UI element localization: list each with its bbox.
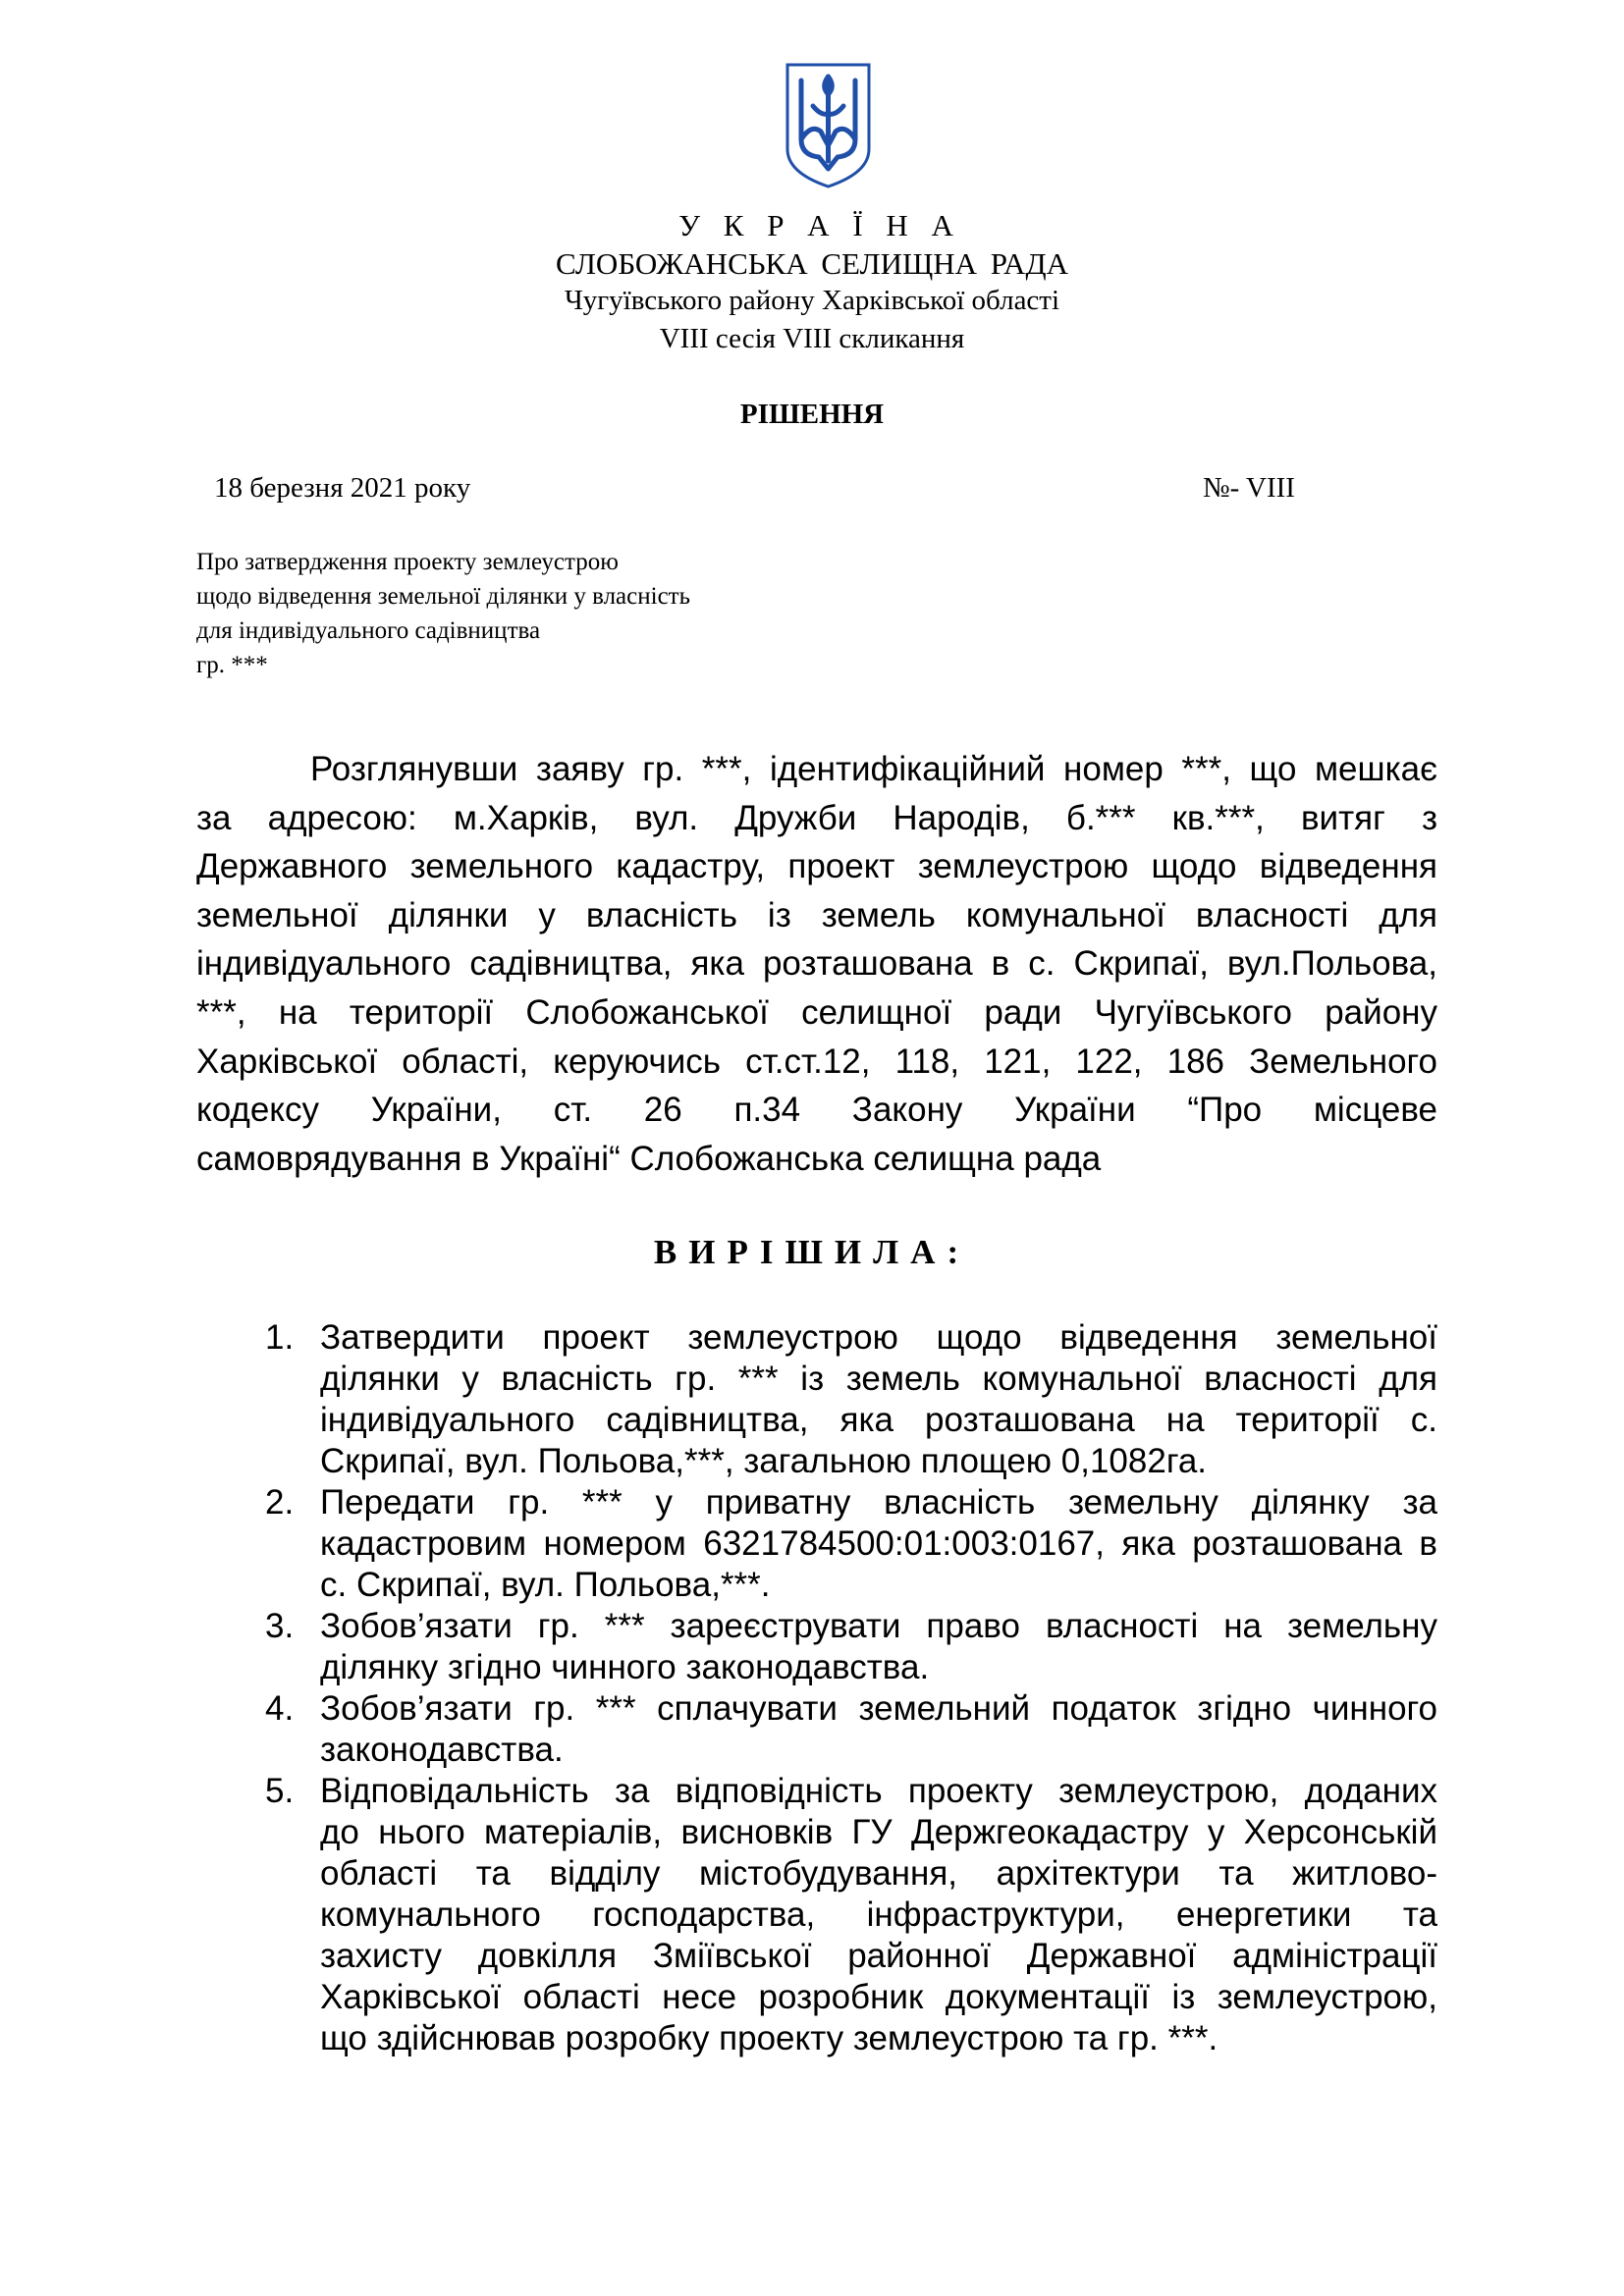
document-type-heading: РІШЕННЯ	[739, 399, 885, 430]
preamble-line: індивідуального садівництва, яка розташована в с. Скрипаї, вул.Польова,	[196, 944, 1437, 984]
preamble-line: Харківської області, керуючись ст.ст.12, 118, 121, 122, 186 Земельного	[196, 1041, 1437, 1081]
item-number: 2.	[265, 1483, 295, 1522]
item-line: законодавства.	[320, 1731, 564, 1769]
district-name: Чугуївського району Харківської області	[564, 285, 1060, 316]
item-line: захисту довкілля Зміївської районної Державної адміністрації	[320, 1937, 1437, 1975]
preamble-paragraph	[196, 745, 1437, 1183]
item-line: кадастровим номером 6321784500:01:003:0167, яка розташована в	[320, 1524, 1437, 1563]
preamble-line: за адресою: м.Харків, вул. Дружби Народів, б.*** кв.***, витяг з	[196, 798, 1437, 837]
item-line: Відповідальність за відповідність проекту землеустрою, доданих	[320, 1772, 1437, 1810]
item-line: ділянки у власність гр. *** із земель комунальної власності для	[320, 1360, 1437, 1398]
preamble-line: Державного земельного кадастру, проект землеустрою щодо відведення	[196, 847, 1437, 886]
council-name: СЛОБОЖАНСЬКА СЕЛИЩНА РАДА	[556, 246, 1068, 281]
decision-date: 18 березня 2021 року	[214, 472, 471, 504]
item-line: Харківської області несе розробник документації із землеустрою,	[320, 1978, 1437, 2016]
session-info: VIII сесія VIII скликання	[659, 323, 965, 354]
preamble-line: земельної ділянки у власність із земель комунальної власності для	[196, 895, 1437, 934]
decision-subject	[196, 545, 903, 682]
subject-line: щодо відведення земельної ділянки у власність	[196, 583, 690, 610]
item-number: 1.	[265, 1318, 295, 1357]
preamble-line: Розглянувши заяву гр. ***, ідентифікаційний номер ***, що мешкає	[310, 750, 1437, 788]
item-number: 4.	[265, 1689, 295, 1728]
country-title: У К Р А Ї Н А	[678, 208, 961, 242]
preamble-line: самоврядування в Україні“ Слобожанська селищна рада	[196, 1139, 1102, 1178]
subject-line: Про затвердження проекту землеустрою	[196, 549, 619, 575]
item-number: 5.	[265, 1772, 295, 1810]
resolution-items-list	[265, 1317, 1437, 2059]
subject-line: гр. ***	[196, 652, 268, 678]
list-item	[265, 1771, 1437, 2059]
list-item	[265, 1482, 1437, 1606]
list-item	[265, 1317, 1437, 1482]
item-line: с. Скрипаї, вул. Польова,***.	[320, 1566, 771, 1604]
item-line: до нього матеріалів, висновків ГУ Держгеокадастру у Херсонській	[320, 1813, 1437, 1851]
preamble-line: ***, на території Слобожанської селищної ради Чугуївського району	[196, 992, 1437, 1032]
resolved-heading: ВИРІШИЛА:	[653, 1233, 971, 1271]
list-item	[265, 1688, 1437, 1771]
preamble-line: кодексу України, ст. 26 п.34 Закону України “Про місцеве	[196, 1091, 1437, 1130]
subject-line: для індивідуального садівництва	[196, 617, 541, 644]
item-number: 3.	[265, 1607, 295, 1645]
item-line: Передати гр. *** у приватну власність земельну ділянку за	[320, 1483, 1437, 1522]
decision-number: №- VIII	[1203, 472, 1295, 504]
item-line: комунального господарства, інфраструктури, енергетики та	[320, 1896, 1437, 1934]
item-line: ділянку згідно чинного законодавства.	[320, 1648, 930, 1686]
item-line: Скрипаї, вул. Польова,***, загальною площею 0,1082га.	[320, 1442, 1208, 1480]
list-item	[265, 1606, 1437, 1688]
item-line: що здійснював розробку проекту землеустрою та гр. ***.	[320, 2019, 1218, 2057]
item-line: Зобов’язати гр. *** зареєструвати право власності на земельну	[320, 1607, 1437, 1645]
item-line: індивідуального садівництва, яка розташована на території с.	[320, 1401, 1437, 1439]
item-line: області та відділу містобудування, архітектури та житлово-	[320, 1854, 1437, 1893]
item-line: Зобов’язати гр. *** сплачувати земельний податок згідно чинного	[320, 1689, 1437, 1728]
item-line: Затвердити проект землеустрою щодо відведення земельної	[320, 1318, 1437, 1357]
coat-of-arms-of-ukraine-icon	[782, 59, 875, 190]
